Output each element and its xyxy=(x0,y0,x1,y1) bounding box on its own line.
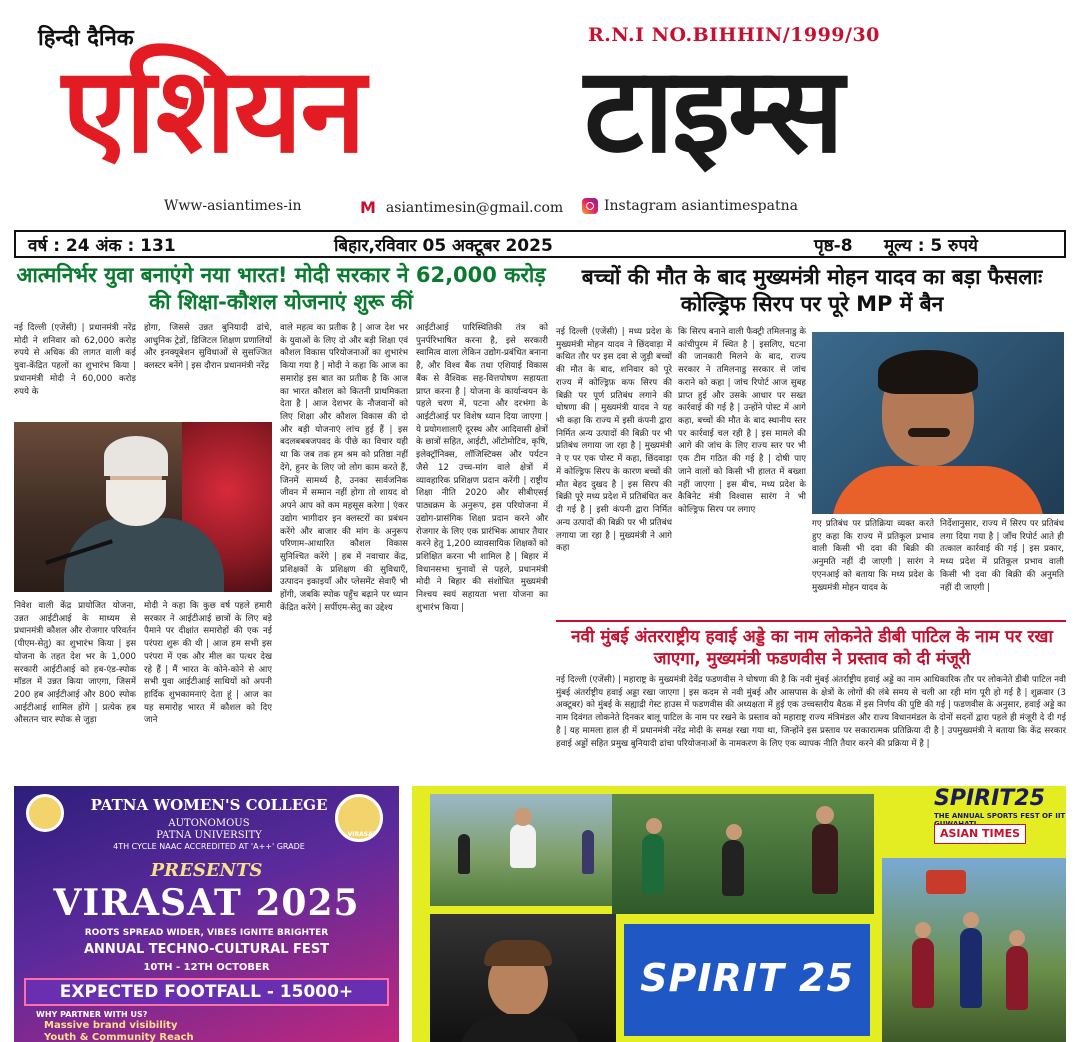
fest-type: ANNUAL TECHNO-CULTURAL FEST xyxy=(83,942,330,957)
page-count: पृष्ठ-8 xyxy=(814,235,853,256)
fest-dates: 10TH - 12TH OCTOBER xyxy=(143,962,270,973)
email-contact[interactable] xyxy=(360,198,563,217)
sports-photo-performer xyxy=(430,914,616,1042)
fest-name: VIRASAT 2025 xyxy=(53,882,360,924)
player-figure xyxy=(812,824,838,894)
photo-figure-hair xyxy=(104,436,168,476)
photo-figure-body xyxy=(832,466,1044,514)
date-bar xyxy=(14,230,1066,258)
photo-figure-mustache xyxy=(908,428,950,437)
spirit25-advertisement[interactable] xyxy=(412,786,1066,1042)
email-text: asiantimesin@gmail.com xyxy=(385,199,564,216)
photo-figure-body xyxy=(64,518,224,592)
player-head xyxy=(915,922,931,938)
naac-accreditation: 4TH CYCLE NAAC ACCREDITED AT 'A++' GRADE xyxy=(113,842,305,851)
photo-figure-hair xyxy=(878,350,978,394)
story2-column3: गए प्रतिबंध पर प्रतिक्रिया व्यक्त करते हुए कहा कि राज्य में प्रतिकूल प्रभाव वाली किसी भी दवा की बिक्री की अनुमति नहीं दी जाएगी | सारंग ने एएनआई को बताया कि मध्य प्रदेश के मुख्यमंत्री मोहन यादव के xyxy=(812,519,934,593)
instagram-text: Instagram asiantimespatna xyxy=(604,198,798,214)
story1-column4: आईटीआई पारिस्थितिकी तंत्र को पुनर्परिभाषित करना है, इसे सरकारी स्वामित्व वाला लेकिन उद्योग-प्रबंधित बनाना है, और विश्व बैंक तथा एशियाई विकास बैंक से वैश्विक सह-वित्तपोषण सहायता प्राप्त करना है | योजना के कार्यान्वयन के पहले चरण में, पटना और दरभंगा के आईटीआई पर विशेष ध्यान दिया जाएगा | ये प्रयोगशालाएँ दूरस्थ और आदिवासी क्षेत्रों के छात्रों सहित, आईटी, ऑटोमोटिव, कृषि, इलेक्ट्रॉनिक्स, लॉजिस्टिक्स और पर्यटन जैसे 12 उच्च-मांग वाले क्षेत्रों में व्यावहारिक प्रशिक्षण प्रदान करेंगी | राष्ट्रीय शिक्षा नीति 2020 और सीबीएसई पाठ्यक्रम के अनुरूप, इस परियोजना में उद्योग-प्रासंगिक शिक्षा प्रदान करने और रोजगार के लिए एक प्रारंभिक आधार तैयार करने हेतु 1,200 व्यावसायिक शिक्षकों को प्रशिक्षित करना भी शामिल है | बिहार में विधानसभा चुनावों से पहले, प्रधानमंत्री मोदी ने बिहार की संशोधित मुख्यमंत्री निश्चय स्वयं सहायता भत्ता योजना का शुभारंभ किया | xyxy=(416,323,548,613)
story2-headline[interactable]: बच्चों की मौत के बाद मुख्यमंत्री मोहन यादव का बड़ा फैसलाः कोल्ड्रिफ सिरप पर पूरे MP में बैन xyxy=(581,265,1043,317)
story1-column1-bottom: निवेश वाली केंद्र प्रायोजित योजना, उन्नत आईटीआई के माध्यम से प्रधानमंत्री कौशल और रोजगार परिवर्तन (पीएम-सेतु) का शुभारंभ किया | इस योजना के तहत देश भर के 1,000 सरकारी आईटीआई को हब-एंड-स्पोक मॉडल में उन्नत किया जाएगा, जिसमें 200 हब आईटीआई और 800 स्पोक आईटीआई शामिल होंगे | प्रत्येक हब औसतन चार स्पोक से जुड़ा xyxy=(14,601,136,726)
benefit-item: Youth & Community Reach xyxy=(44,1032,194,1042)
newspaper-title-part2: टाइम्स xyxy=(584,41,843,179)
player-figure xyxy=(960,928,982,1008)
story2-photo xyxy=(812,332,1064,514)
player-figure xyxy=(722,840,744,896)
asian-times-badge: ASIAN TIMES xyxy=(934,824,1026,844)
sports-photo-hockey xyxy=(612,794,874,914)
photo-figure-beard xyxy=(106,480,166,526)
story1-column1-top: नई दिल्ली (एजेंसी) | प्रधानमंत्री नरेंद्र मोदी ने शनिवार को 62,000 करोड़ रुपये से अधिक की लागत वाली कई युवा-केंद्रित पहलों का शुभारंभ किया | प्रधानमंत्री मोदी ने 60,000 करोड़ रुपये के xyxy=(14,323,136,397)
performer-body xyxy=(460,1014,580,1042)
performer-turban xyxy=(484,940,552,966)
story3-divider xyxy=(556,620,1066,622)
benefit-item: Massive brand visibility xyxy=(44,1020,178,1031)
price: मूल्य : 5 रुपये xyxy=(884,235,978,256)
expected-footfall: EXPECTED FOOTFALL - 15000+ xyxy=(24,978,389,1006)
player-head xyxy=(963,912,979,928)
story1-column2-bottom: मोदी ने कहा कि कुछ वर्ष पहले हमारी सरकार ने आईटीआई छात्रों के लिए बड़े पैमाने पर दीक्षांत समारोहों की एक नई परंपरा शुरू की थी | आज हम सभी इस परंपरा में एक और मील का पत्थर देख रहे हैं | मैं भारत के कोने-कोने से आए सभी युवा आईटीआई साथियों को अपनी हार्दिक शुभकामनाएं देता हूं | आज का यह समारोह भारत में कौशल को दिए जाने xyxy=(144,601,272,726)
why-partner: WHY PARTNER WITH US? xyxy=(36,1010,148,1019)
player-figure xyxy=(1006,946,1028,1010)
spirit25-banner xyxy=(624,924,870,1036)
sports-photo-basketball xyxy=(882,858,1066,1042)
newspaper-title-part1: एशियन xyxy=(62,41,364,179)
player-head xyxy=(646,818,662,834)
instagram-icon xyxy=(582,198,598,214)
college-autonomous: AUTONOMOUS xyxy=(168,818,250,829)
issue-date: बिहार,रविवार 05 अक्टूबर 2025 xyxy=(334,235,553,256)
athlete-head xyxy=(514,808,532,826)
player-figure xyxy=(642,834,664,894)
spirit25-main-logo: SPIRIT 25 xyxy=(640,956,854,1000)
story3-headline[interactable]: नवी मुंबई अंतरराष्ट्रीय हवाई अड्डे का नाम लोकनेते डीबी पाटिल के नाम पर रखा जाएगा, मुख्यमंत्री फडणवीस ने प्रस्ताव को दी मंजूरी xyxy=(571,627,1053,670)
story2-column2: कि सिरप बनाने वाली फैक्ट्री तमिलनाडु के कांचीपुरम में स्थित है | इसलिए, घटना की जानकारी मिलने के बाद, राज्य सरकार ने तमिलनाडु सरकार से जांच कराने को कहा | जांच रिपोर्ट आज सुबह प्राप्त हुई और उसके आधार पर सख्त कार्रवाई की गई है | उन्होंने पोस्ट में आगे कहा, बच्चों की मौत के बाद स्थानीय स्तर पर कार्रवाई चल रही है | इस मामले की आगे की जांच के लिए राज्य स्तर पर भी एक टीम गठित की गई है | दोषी पाए जाने वालों को किसी भी हालत में बख्शा नहीं जाएगा | इस बीच, मध्य प्रदेश के कैबिनेट मंत्री विश्वास सारंग ने भी कोल्ड्रिफ सिरप पर लगाए xyxy=(678,327,806,516)
athlete-figure xyxy=(510,824,536,868)
spirit25-subtitle: THE ANNUAL SPORTS FEST OF IIT xyxy=(934,812,1066,820)
issue-number: वर्ष : 24 अंक : 131 xyxy=(28,235,176,256)
college-name: PATNA WOMEN'S COLLEGE xyxy=(90,796,328,814)
pre-title: हिन्दी दैनिक xyxy=(38,26,134,51)
masthead xyxy=(0,0,1080,222)
virasat-logo-text: VIRASAT xyxy=(347,831,377,838)
story1-column3: वाले महत्व का प्रतीक है | आज देश भर के युवाओं के लिए दो और बड़ी शिक्षा एवं कौशल विकास परियोजनाओं का शुभारंभ किया गया है | मोदी ने कहा कि आज का समारोह इस बात का प्रतीक है कि आज का भारत कौशल को कितनी प्राथमिकता देता है | आज देशभर के नौजवानों को लिए शिक्षा और कौशल विकास की दो और बड़ी योजनाएं लांच हुई हैं | इस बदलबबबजपवद के पीछे का विचार यही था कि जब तक हम श्रम को प्रतिष्ठा नहीं देंगे, हुनर के लिए जो लोग काम करते हैं, जिनमें सामर्थ्य है, उनका सार्वजनिक जीवन में सम्मान नहीं होगा तो शायद वो अपने आप को कम महसूस करेगा | एंकर उद्योग भागीदार इन क्लस्टरों का प्रबंधन करेंगे और बाजार की मांग के अनुरूप परिणाम-आधारित कौशल विकास सुनिश्चित करेंगे | हब में नवाचार केंद्र, प्रशिक्षकों के प्रशिक्षण की सुविधाएँ, उत्पादन इकाइयाँ और प्लेसमेंट सेवाएँ भी होंगी, जबकि स्पोक पहुँच बढ़ाने पर ध्यान केंद्रित करेंगे | सर्पीएम-सेतु का उद्देश्य xyxy=(280,323,408,613)
presents-text: PRESENTS xyxy=(150,860,263,881)
spirit25-top-logo: SPIRIT25 xyxy=(934,786,1045,811)
sports-photo-long-jump xyxy=(430,794,616,906)
player-head xyxy=(816,806,834,824)
story1-column2-top: होगा, जिससे उन्नत बुनियादी ढांचे, आधुनिक ट्रेडों, डिजिटल शिक्षण प्रणालियों और इनक्यूबेशन सुविधाओं से सुसज्जित क्लस्टर बनेंगे | इस दौरान प्रधानमंत्री नरेंद्र xyxy=(144,323,272,372)
virasat-advertisement[interactable] xyxy=(14,786,399,1042)
player-head xyxy=(726,824,742,840)
mail-icon: M xyxy=(360,198,376,217)
website-link[interactable]: Www-asiantimes-in xyxy=(164,198,302,214)
story1-headline[interactable]: आत्मनिर्भर युवा बनाएंगे नया भारत! मोदी सरकार ने 62,000 करोड़ की शिक्षा-कौशल योजनाएं शुरू कीं xyxy=(16,263,546,315)
fest-tagline: ROOTS SPREAD WIDER, VIBES IGNITE BRIGHTER xyxy=(84,928,329,938)
spectator-figure xyxy=(458,834,470,874)
player-head xyxy=(1009,930,1025,946)
rni-number: R.N.I NO.BIHHIN/1999/30 xyxy=(588,24,880,46)
college-logo xyxy=(26,794,64,832)
story3-body: नई दिल्ली (एजेंसी) | महाराष्ट्र के मुख्यमंत्री देवेंद्र फडणवीस ने घोषणा की है कि नवी मुंबई अंतर्राष्ट्रीय हवाई अड्डे का नाम आधिकारिक तौर पर लोकनेते डीबी पाटिल नवी मुंबई अंतर्राष्ट्रीय हवाई अड्डा रखा जाएगा | इस कदम से नवी मुंबई और आसपास के क्षेत्रों के लोगों की लंबे समय से चली आ रही मांग पूरी हो गई है | शुक्रवार (3 अक्टूबर) को मुंबई के सह्याद्री गेस्ट हाउस में फडणवीस की अध्यक्षता में हुई एक उच्चस्तरीय बैठक में इस निर्णय की पुष्टि की गई | फडणवीस के अनुसार, हवाई अड्डे का नाम दिवंगत लोकनेते दिनकर बालू पाटिल के नाम पर रखने के प्रस्ताव को महाराष्ट्र राज्य मंत्रिमंडल और राज्य विधानमंडल के दोनों सदनों द्वारा पहले ही मंजूरी दे दी गई है | यह मामला हाल ही में प्रधानमंत्री नरेंद्र मोदी के समक्ष रखा गया था, जिन्होंने इस प्रस्ताव पर सकारात्मक प्रतिक्रिया दी है | उपमुख्यमंत्री ने बताया कि केंद्र सरकार हवाई अड्डों सहित प्रमुख बुनियादी ढांचा परियोजनाओं के नामकरण के लिए एक व्यापक नीति तैयार करने की प्रक्रिया में है | xyxy=(556,675,1066,749)
story1-photo xyxy=(14,422,272,592)
story2-column1: नई दिल्ली (एजेंसी) | मध्य प्रदेश के मुख्यमंत्री मोहन यादव ने छिंदवाड़ा में कथित तौर पर इस दवा से जुड़ी बच्चों की मौत के बाद, शनिवार को पूरे राज्य में कोल्ड्रिफ़ कफ सिरप की बिक्री पर पूर्ण प्रतिबंध लगाने की घोषणा की | मुख्यमंत्री यादव ने यह भी कहा कि राज्य में इसी कंपनी द्वारा निर्मित अन्य उत्पादों की बिक्री पर भी प्रतिबंध लगाया जा रहा है | मुख्यमंत्री ने ए पर एक पोस्ट में कहा, छिंदवाड़ा में कोल्ड्रिफ सिरप के कारण बच्चों की मौत बेहद दुखद है | इस सिरप की बिक्री पूरे मध्य प्रदेश में प्रतिबंधित कर दी गई है | इसी कंपनी द्वारा निर्मित अन्य उत्पादों की बिक्री पर भी प्रतिबंध लगाया जा रहा है | मुख्यमंत्री ने आगे कहा xyxy=(556,327,672,554)
story2-column4: निर्देशानुसार, राज्य में सिरप पर प्रतिबंध लगा दिया गया है | जाँच रिपोर्ट आते ही तत्काल कार्रवाई की गई | इस प्रकार, मध्य प्रदेश में प्रतिकूल प्रभाव वाली किसी भी दवा की बिक्री की अनुमति नहीं दी जाएगी | xyxy=(940,519,1064,593)
college-university: PATNA UNIVERSITY xyxy=(156,830,262,841)
instagram-contact[interactable] xyxy=(582,198,798,214)
player-figure xyxy=(912,938,934,1008)
basketball-hoop xyxy=(926,870,966,894)
spectator-figure xyxy=(582,830,594,874)
